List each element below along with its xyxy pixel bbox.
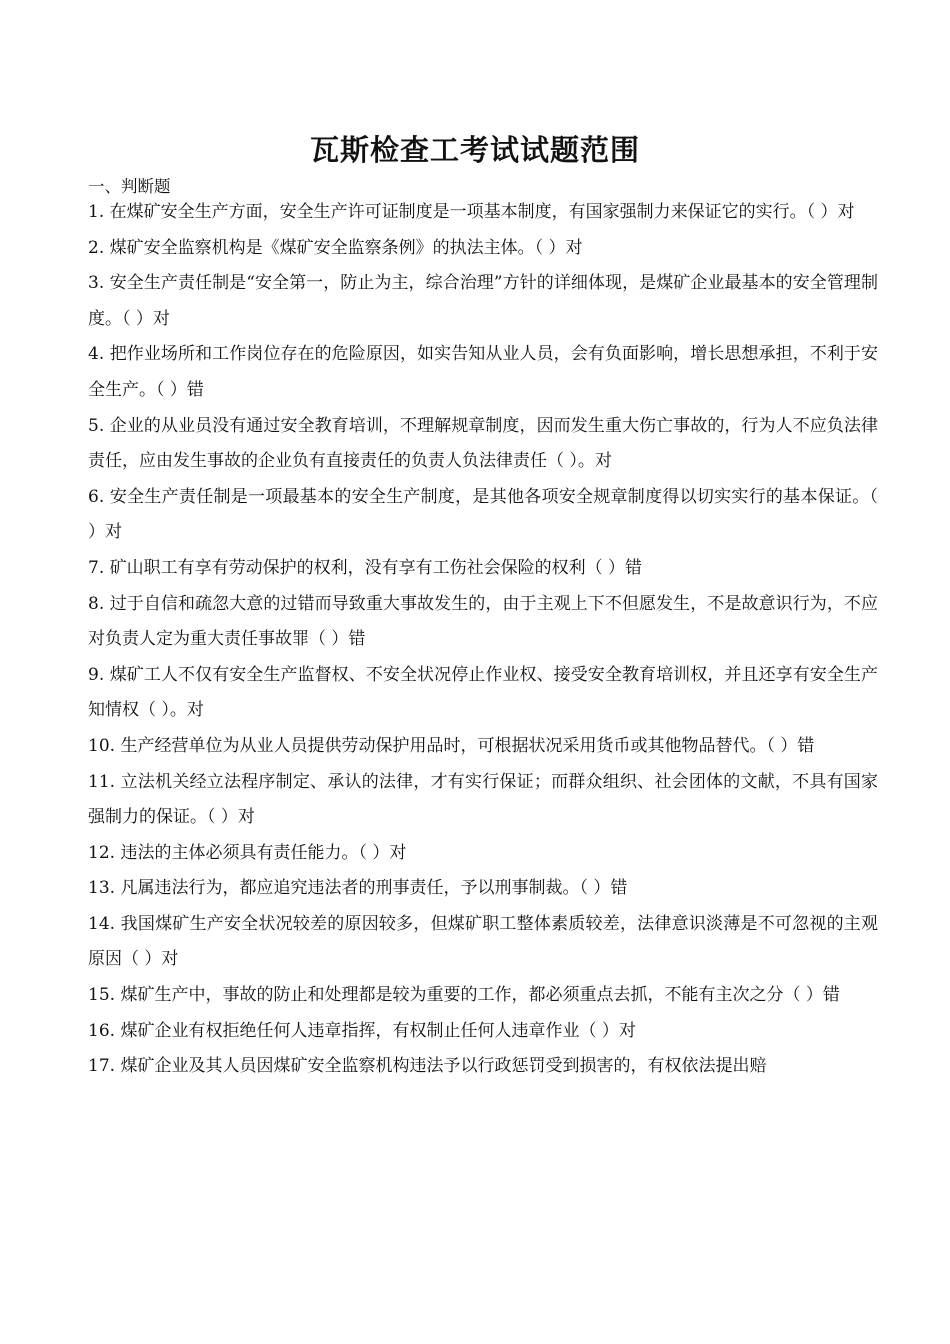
question-item: 14. 我国煤矿生产安全状况较差的原因较多，但煤矿职工整体素质较差，法律意识淡薄是不可忽视的主观原因（ ）对 (88, 913, 878, 970)
question-item: 17. 煤矿企业及其人员因煤矿安全监察机构违法予以行政惩罚受到损害的，有权依法提出赔 (88, 1056, 767, 1077)
question-item: 15. 煤矿生产中，事故的防止和处理都是较为重要的工作，都必须重点去抓，不能有主次之分（ ）错 (88, 985, 840, 1006)
question-item: 1. 在煤矿安全生产方面，安全生产许可证制度是一项基本制度，有国家强制力来保证它的实行。（ ）对 (88, 202, 855, 222)
question-item: 16. 煤矿企业有权拒绝任何人违章指挥，有权制止任何人违章作业（ ）对 (88, 1020, 636, 1041)
question-item: 12. 违法的主体必须具有责任能力。（ ）对 (88, 842, 407, 863)
question-item: 6. 安全生产责任制是一项最基本的安全生产制度，是其他各项安全规章制度得以切实实行的基本保证。（ ）对 (88, 486, 878, 543)
question-list (88, 195, 878, 1085)
question-item: 8. 过于自信和疏忽大意的过错而导致重大事故发生的，由于主观上下不但愿发生，不是故意识行为，不应对负责人定为重大责任事故罪（ ）错 (88, 593, 878, 650)
question-item: 11. 立法机关经立法程序制定、承认的法律，才有实行保证；而群众组织、社会团体的文献，不具有国家强制力的保证。（ ）对 (88, 771, 878, 828)
question-item: 4. 把作业场所和工作岗位存在的危险原因，如实告知从业人员，会有负面影响，增长思想承担，不利于安全生产。（ ）错 (88, 344, 878, 400)
document-title: 瓦斯检查工考试试题范围 (309, 133, 640, 167)
section-heading: 一、判断题 (88, 177, 171, 196)
question-item: 9. 煤矿工人不仅有安全生产监督权、不安全状况停止作业权、接受安全教育培训权，并且还享有安全生产知情权（ ）。对 (88, 664, 878, 721)
question-item: 13. 凡属违法行为，都应追究违法者的刑事责任，予以刑事制裁。（ ）错 (88, 878, 628, 899)
question-item: 2. 煤矿安全监察机构是《煤矿安全监察条例》的执法主体。（ ）对 (88, 237, 583, 258)
question-item: 3. 安全生产责任制是“安全第一，防止为主，综合治理”方针的详细体现，是煤矿企业最基本的安全管理制度。（ ）对 (88, 273, 878, 329)
question-item: 7. 矿山职工有享有劳动保护的权利，没有享有工伤社会保险的权利（ ）错 (88, 557, 643, 578)
question-item: 10. 生产经营单位为从业人员提供劳动保护用品时，可根据状况采用货币或其他物品替代。（ ）错 (88, 735, 815, 756)
question-item: 5. 企业的从业员没有通过安全教育培训，不理解规章制度，因而发生重大伤亡事故的，行为人不应负法律责任，应由发生事故的企业负有直接责任的负责人负法律责任（ ）。对 (88, 415, 878, 472)
